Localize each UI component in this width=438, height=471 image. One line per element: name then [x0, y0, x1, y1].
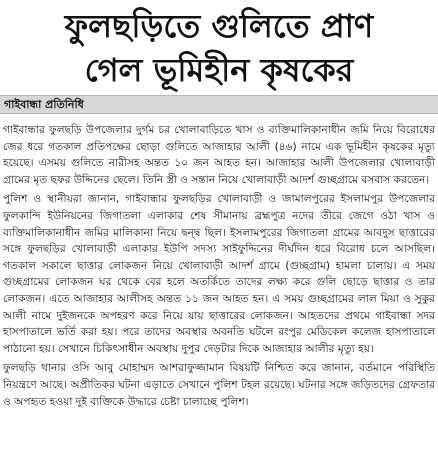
paragraph-1: গাইবান্ধার ফুলছড়ি উপজেলার দুর্গম চর খোলাবাড়িতে খাস ও ব্যক্তিমালিকানাধীন জমি নিয়ে বিরোধের জের ধরে গতকাল প্রতিপক্ষের ছোড়া গুলিতে আজাহার আলী (৪৬) নামে এক ভূমিহীন কৃষকের মৃত্যু হয়েছে। এসময় গুলিতে নারীসহ অন্তত ১০ জন আহত হন। আজাহার আলী উপজেলার খোলাবাড়ী গ্রামের মৃত ছফর উদ্দিনের ছেলে। তিনি স্ত্রী ও সন্তান নিয়ে খোলাবাড়ী আদর্শ গুচ্ছগ্রামে বসবাস করতেন।	[3, 124, 435, 186]
divider-bottom	[0, 113, 438, 114]
paragraph-2: পুলিশ ও স্থানীয়রা জানান, গাইবান্ধার ফুলছড়ির খোলাবাড়ী ও জামালপুরের ইসলামপুর উপজেলার ফুলকান্দি ইউনিয়নের জিগাতলা এলাকার শেষ সীমানায় ব্রহ্মপুত্র নদের তীরে জেগে ওঠা খাস ও ব্যক্তিমালিকানাধীন জমির মালিকানা নিয়ে দ্বন্দ্ব ছিল। ইসলামপুরের জিগাতলা গ্রামের আবদুস ছাত্তারের সঙ্গে ফুলছড়ির খোলাবাড়ী এলাকার ইউপি সদস্য সাইফুদ্দিনের দীর্ঘদিন ধরে বিরোধ চলে আসছিল। গতকাল সকালে ছাত্তার লোকজন নিয়ে খোলাবাড়ী আদর্শ গ্রামে (গুচ্ছগ্রাম) হামলা চালায়। এ সময় গুচ্ছগ্রামের লোকজন ঘর থেকে বের হলে অতর্কিতে তাদের লক্ষ্য করে গুলি ছোড়ে ছাত্তার ও তার লোকজন। এতে আজাহার আলীসহ অন্তত ১১ জন আহত হন। এ সময় গুচ্ছগ্রামের লাল মিয়া ও সুকুর আলী নামে দুইজনকে অপহরণ করে নিয়ে যায় ছাত্তারের লোকজন। আহতদের প্রথমে গাইবান্ধা সদর হাসপাতালে ভর্তি করা হয়। পরে তাদের অবস্থার অবনতি ঘটলে রংপুর মেডিকেল কলেজ হাসপাতালে পাঠানো হয়। সেখানে চিকিৎসাধীন অবস্থায় দুপুর দেড়টার দিকে আজাহার আলীর মৃত্যু হয়।	[3, 193, 435, 355]
paragraph-3: ফুলছড়ি থানার ওসি আবু মোহাম্মদ আশরাফুজ্জামান বিষয়টি নিশ্চিত করে জানান, বর্তমানে পরিস্থিতি নিয়ন্ত্রণে আছে। অপ্রীতিকর ঘটনা এড়াতে সেখানে পুলিশ টহল রয়েছে। ঘটনার সঙ্গে জড়িতদের গ্রেফতার ও অপহৃত হওয়া দুই ব্যক্তিকে উদ্ধারে চেষ্টা চালাচ্ছে পুলিশ।	[3, 362, 435, 408]
headline	[0, 6, 438, 90]
headline-line-2: গেল ভূমিহীন কৃষকের	[84, 51, 354, 89]
headline-line-1: ফুলছড়িতে গুলিতে প্রাণ	[64, 7, 374, 45]
article-body	[3, 122, 435, 413]
reporter-byline: গাইবান্ধা প্রতিনিধি	[0, 96, 438, 113]
